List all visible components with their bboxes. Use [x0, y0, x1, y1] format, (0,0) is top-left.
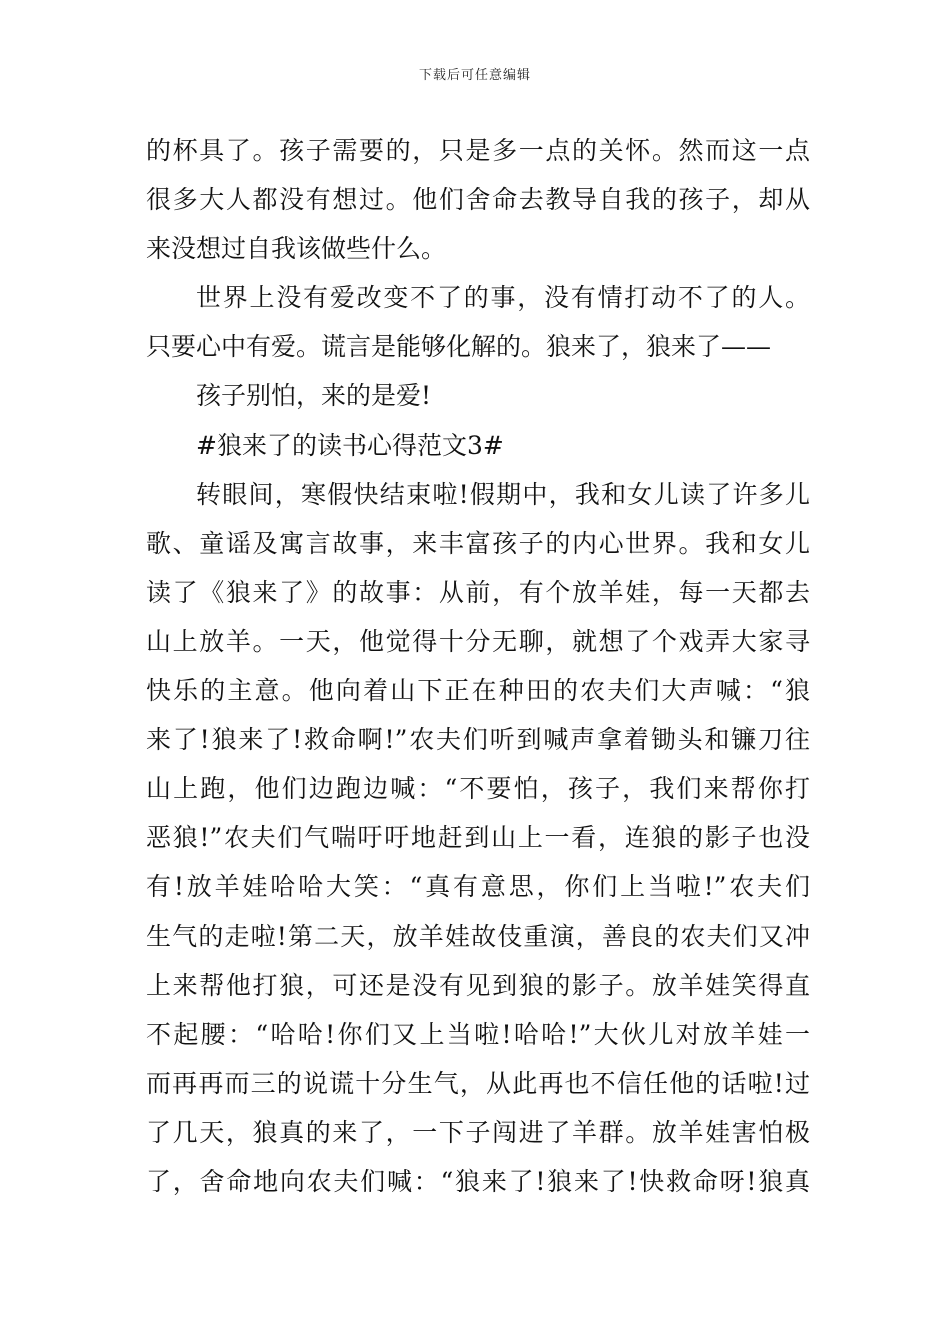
text-line: 歌、童谣及寓言故事，来丰富孩子的内心世界。我和女儿: [146, 528, 810, 558]
document-body: [146, 126, 810, 1206]
text-line: 山上跑，他们边跑边喊：“不要怕，孩子，我们来帮你打: [146, 774, 810, 804]
text-line: 恶狼!”农夫们气喘吁吁地赶到山上一看，连狼的影子也没: [146, 823, 810, 853]
text-line: 只要心中有爱。谎言是能够化解的。狼来了，狼来了——: [146, 332, 772, 362]
text-line: 转眼间，寒假快结束啦!假期中，我和女儿读了许多儿: [196, 479, 810, 509]
page-header: 下载后可任意编辑: [418, 68, 531, 83]
text-line: 读了《狼来了》的故事：从前，有个放羊娃，每一天都去: [146, 577, 810, 607]
text-line: 不起腰：“哈哈!你们又上当啦!哈哈!”大伙儿对放羊娃一: [146, 1019, 810, 1049]
text-line: #狼来了的读书心得范文3#: [196, 430, 504, 460]
text-line: 孩子别怕，来的是爱!: [196, 381, 432, 411]
text-line: 而再再而三的说谎十分生气，从此再也不信任他的话啦!过: [146, 1068, 810, 1098]
text-line: 来了!狼来了!救命啊!”农夫们听到喊声拿着锄头和镰刀往: [146, 725, 810, 755]
text-line: 世界上没有爱改变不了的事，没有情打动不了的人。: [196, 283, 810, 313]
text-line: 很多大人都没有想过。他们舍命去教导自我的孩子，却从: [146, 185, 810, 215]
text-line: 有!放羊娃哈哈大笑：“真有意思，你们上当啦!”农夫们: [146, 872, 810, 902]
text-line: 上来帮他打狼，可还是没有见到狼的影子。放羊娃笑得直: [146, 970, 810, 1000]
text-line: 了几天，狼真的来了，一下子闯进了羊群。放羊娃害怕极: [146, 1117, 810, 1147]
text-line: 了，舍命地向农夫们喊：“狼来了!狼来了!快救命呀!狼真: [146, 1166, 810, 1196]
text-line: 的杯具了。孩子需要的，只是多一点的关怀。然而这一点: [146, 136, 810, 165]
text-line: 来没想过自我该做些什么。: [146, 234, 447, 264]
text-line: 山上放羊。一天，他觉得十分无聊，就想了个戏弄大家寻: [146, 626, 810, 656]
text-line: 快乐的主意。他向着山下正在种田的农夫们大声喊：“狼: [146, 676, 810, 706]
text-line: 生气的走啦!第二天，放羊娃故伎重演，善良的农夫们又冲: [146, 921, 810, 951]
